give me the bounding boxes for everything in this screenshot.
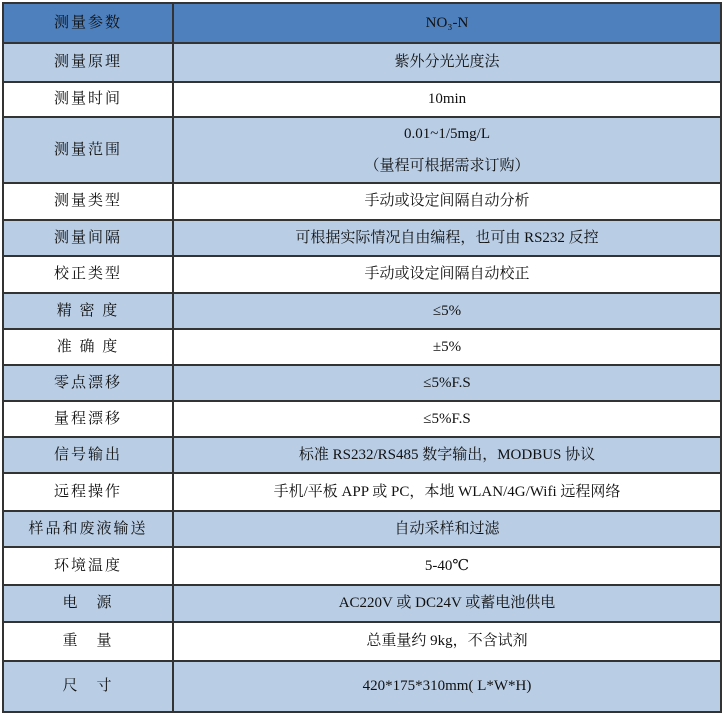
spec-label: 信号输出 <box>4 438 174 472</box>
spec-label: 零点漂移 <box>4 366 174 400</box>
table-row <box>4 42 720 81</box>
spec-label: 测量范围 <box>4 118 174 182</box>
spec-value: 可根据实际情况自由编程，也可由 RS232 反控 <box>295 229 599 246</box>
spec-value: ≤5%F.S <box>423 410 471 427</box>
table-row <box>4 81 720 116</box>
spec-label: 准 确 度 <box>4 330 174 364</box>
spec-value: 手动或设定间隔自动校正 <box>364 266 530 283</box>
spec-value: ≤5%F.S <box>423 374 471 391</box>
spec-value: 5-40℃ <box>424 557 470 574</box>
table-row <box>4 255 720 292</box>
table-row <box>4 364 720 400</box>
spec-label: 量程漂移 <box>4 402 174 436</box>
spec-value-line: （量程可根据需求订购） <box>364 157 530 174</box>
spec-label: 精 密 度 <box>4 294 174 328</box>
spec-value: NO₃-N <box>425 14 469 31</box>
spec-label: 测量间隔 <box>4 221 174 255</box>
spec-value-line: 0.01~1/5mg/L <box>403 125 491 142</box>
table-row <box>4 182 720 219</box>
table-row <box>4 660 720 711</box>
spec-label: 环境温度 <box>4 548 174 584</box>
spec-value: AC220V 或 DC24V 或蓄电池供电 <box>338 595 556 612</box>
spec-value: 紫外分光光度法 <box>394 54 500 71</box>
spec-label: 尺 寸 <box>4 662 174 711</box>
spec-value: 手动或设定间隔自动分析 <box>364 193 530 210</box>
spec-label: 测量原理 <box>4 44 174 81</box>
spec-label: 校正类型 <box>4 257 174 292</box>
table-row <box>4 436 720 472</box>
table-row <box>4 400 720 436</box>
table-row <box>4 116 720 182</box>
table-row <box>4 292 720 328</box>
spec-label: 测量类型 <box>4 184 174 219</box>
table-row <box>4 621 720 660</box>
table-row <box>4 546 720 584</box>
spec-value: ±5% <box>432 338 462 355</box>
spec-value: 标准 RS232/RS485 数字输出，MODBUS 协议 <box>298 446 596 463</box>
spec-label: 远程操作 <box>4 474 174 510</box>
table-row <box>4 584 720 621</box>
spec-label: 测量时间 <box>4 83 174 116</box>
spec-value <box>174 118 720 182</box>
spec-value: 10min <box>427 91 467 108</box>
table-row <box>4 4 720 42</box>
spec-label: 样品和废液输送 <box>4 512 174 546</box>
spec-value: ≤5% <box>432 302 462 319</box>
spec-value: 420*175*310mm( L*W*H) <box>362 678 532 695</box>
spec-value: 手机/平板 APP 或 PC，本地 WLAN/4G/Wifi 远程网络 <box>273 483 621 500</box>
spec-table <box>2 2 722 713</box>
table-row <box>4 219 720 255</box>
table-row <box>4 510 720 546</box>
spec-value: 总重量约 9kg，不含试剂 <box>366 633 528 650</box>
spec-label: 重 量 <box>4 623 174 660</box>
spec-label: 电 源 <box>4 586 174 621</box>
table-row <box>4 472 720 510</box>
spec-value: 自动采样和过滤 <box>394 520 500 537</box>
spec-label: 测量参数 <box>4 4 174 42</box>
table-row <box>4 328 720 364</box>
